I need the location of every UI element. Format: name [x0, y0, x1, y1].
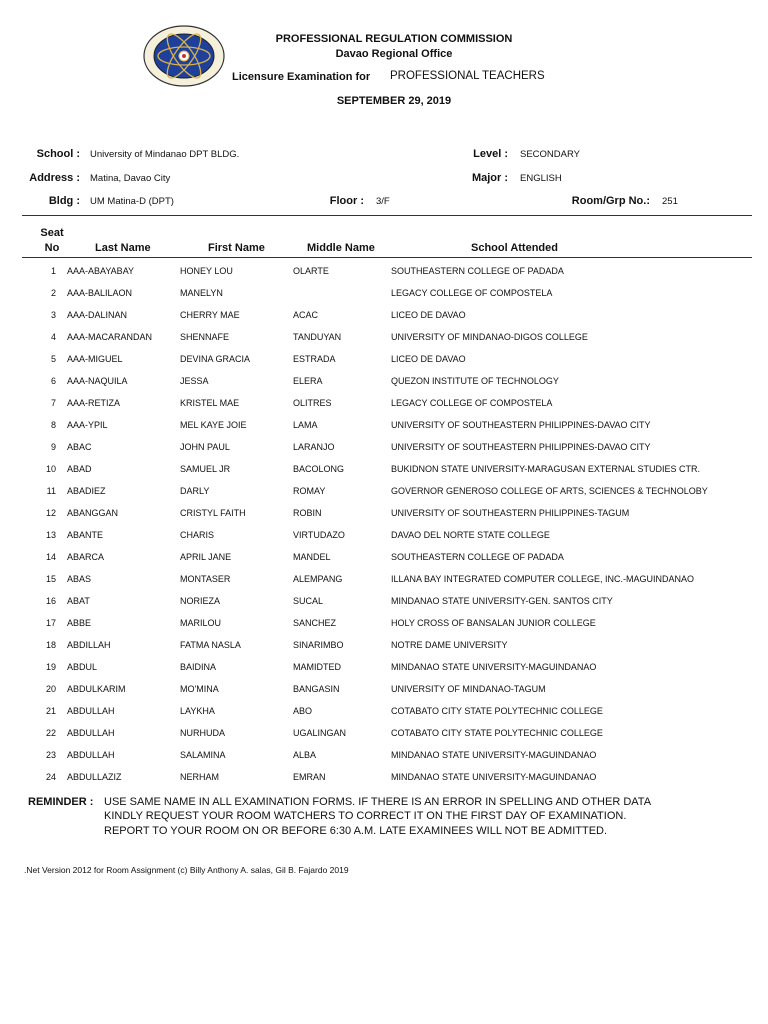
school-attended: UNIVERSITY OF SOUTHEASTERN PHILIPPINES-TAGUM [391, 508, 630, 518]
school-attended: COTABATO CITY STATE POLYTECHNIC COLLEGE [391, 728, 603, 738]
last-name: ABDULLAH [67, 750, 115, 760]
seat-no: 3 [50, 310, 56, 320]
first-name: MARILOU [180, 618, 222, 628]
last-name: ABDULLAZIZ [67, 772, 122, 782]
floor-label: Floor : [329, 195, 364, 207]
major-value: ENGLISH [520, 173, 562, 184]
divider-header [22, 257, 752, 258]
school-attended: NOTRE DAME UNIVERSITY [391, 640, 508, 650]
seat-no: 9 [50, 442, 56, 452]
middle-name: ABO [293, 706, 313, 716]
school-attended: SOUTHEASTERN COLLEGE OF PADADA [391, 266, 564, 276]
table-row [0, 376, 768, 398]
seat-no: 8 [50, 420, 56, 430]
seat-no: 24 [45, 772, 56, 782]
last-name: ABDILLAH [67, 640, 111, 650]
school-attended: LICEO DE DAVAO [391, 310, 466, 320]
first-name: SAMUEL JR [180, 464, 231, 474]
seat-no: 7 [50, 398, 56, 408]
table-row [0, 772, 768, 794]
seat-no: 23 [45, 750, 56, 760]
last-name: AAA-BALILAON [67, 288, 133, 298]
level-value: SECONDARY [520, 149, 581, 160]
middle-name: ROMAY [293, 486, 326, 496]
first-name: HONEY LOU [180, 266, 233, 276]
footer-credit: .Net Version 2012 for Room Assignment (c) Billy Anthony A. salas, Gil B. Fajardo 2019 [24, 865, 349, 875]
first-name: MONTASER [180, 574, 231, 584]
table-row [0, 486, 768, 508]
table-row [0, 640, 768, 662]
first-name: CRISTYL FAITH [180, 508, 246, 518]
school-attended: LEGACY COLLEGE OF COMPOSTELA [391, 398, 553, 408]
table-row [0, 310, 768, 332]
first-name: JESSA [180, 376, 209, 386]
seat-no: 15 [45, 574, 56, 584]
table-row [0, 464, 768, 486]
seat-no: 16 [45, 596, 56, 606]
seat-no: 6 [50, 376, 56, 386]
table-row [0, 552, 768, 574]
seat-no: 17 [45, 618, 56, 628]
table-row [0, 398, 768, 420]
first-name: KRISTEL MAE [180, 398, 240, 408]
last-name: AAA-ABAYABAY [67, 266, 135, 276]
last-name: AAA-RETIZA [67, 398, 121, 408]
room-label: Room/Grp No.: [571, 195, 650, 207]
table-row [0, 508, 768, 530]
seat-no: 1 [50, 266, 56, 276]
last-name: ABBE [67, 618, 92, 628]
school-attended: HOLY CROSS OF BANSALAN JUNIOR COLLEGE [391, 618, 596, 628]
last-name: ABAS [67, 574, 92, 584]
school-attended: MINDANAO STATE UNIVERSITY-GEN. SANTOS CITY [391, 596, 613, 606]
seat-no: 12 [45, 508, 56, 518]
reminder-line-3: REPORT TO YOUR ROOM ON OR BEFORE 6:30 A.M. LATE EXAMINEES WILL NOT BE ADMITTED. [104, 825, 608, 837]
middle-name: VIRTUDAZO [293, 530, 345, 540]
middle-name: EMRAN [293, 772, 326, 782]
middle-name: ALBA [293, 750, 317, 760]
last-name: ABDULLAH [67, 706, 115, 716]
office-title: Davao Regional Office [335, 48, 453, 60]
school-label: School : [36, 148, 80, 160]
middle-name: UGALINGAN [293, 728, 347, 738]
last-name: ABANGGAN [67, 508, 119, 518]
school-attended: SOUTHEASTERN COLLEGE OF PADADA [391, 552, 564, 562]
first-name: BAIDINA [180, 662, 217, 672]
table-row [0, 354, 768, 376]
middle-name: ALEMPANG [293, 574, 343, 584]
middle-name: MANDEL [293, 552, 331, 562]
school-attended: UNIVERSITY OF MINDANAO-TAGUM [391, 684, 546, 694]
school-attended: ILLANA BAY INTEGRATED COMPUTER COLLEGE, INC.-MAGUINDANAO [391, 574, 695, 584]
last-name: AAA-MIGUEL [67, 354, 123, 364]
last-name: ABANTE [67, 530, 104, 540]
table-row [0, 420, 768, 442]
first-name: DEVINA GRACIA [180, 354, 251, 364]
last-name: ABDUL [67, 662, 98, 672]
middle-name: ELERA [293, 376, 323, 386]
seat-no: 13 [45, 530, 56, 540]
seat-no: 20 [45, 684, 56, 694]
table-row [0, 596, 768, 618]
table-row [0, 706, 768, 728]
first-name: JOHN PAUL [180, 442, 230, 452]
first-name: APRIL JANE [180, 552, 232, 562]
school-value: University of Mindanao DPT BLDG. [90, 149, 240, 160]
middle-name: ROBIN [293, 508, 322, 518]
address-label: Address : [29, 172, 80, 184]
org-title: PROFESSIONAL REGULATION COMMISSION [275, 33, 513, 45]
major-label: Major : [471, 172, 508, 184]
col-header-seat: Seat [40, 227, 64, 239]
col-header-middle-name: Middle Name [307, 242, 375, 254]
school-attended: MINDANAO STATE UNIVERSITY-MAGUINDANAO [391, 750, 597, 760]
middle-name: MAMIDTED [293, 662, 341, 672]
seat-no: 19 [45, 662, 56, 672]
table-row [0, 288, 768, 310]
school-attended: LICEO DE DAVAO [391, 354, 466, 364]
middle-name: BACOLONG [293, 464, 345, 474]
table-row [0, 728, 768, 750]
table-row [0, 530, 768, 552]
reminder-line-2: KINDLY REQUEST YOUR ROOM WATCHERS TO CORRECT IT ON THE FIRST DAY OF EXAMINATION. [104, 810, 627, 822]
last-name: ABAC [67, 442, 92, 452]
school-attended: QUEZON INSTITUTE OF TECHNOLOGY [391, 376, 559, 386]
exam-value: PROFESSIONAL TEACHERS [390, 70, 545, 82]
first-name: MANELYN [180, 288, 223, 298]
last-name: AAA-DALINAN [67, 310, 128, 320]
middle-name: LARANJO [293, 442, 335, 452]
reminder-line-1: USE SAME NAME IN ALL EXAMINATION FORMS. IF THERE IS AN ERROR IN SPELLING AND OTHER DATA [104, 796, 652, 808]
first-name: NORIEZA [180, 596, 221, 606]
last-name: ABAT [67, 596, 90, 606]
middle-name: LAMA [293, 420, 318, 430]
last-name: AAA-NAQUILA [67, 376, 128, 386]
last-name: ABARCA [67, 552, 105, 562]
middle-name: OLARTE [293, 266, 329, 276]
divider-top [22, 215, 752, 216]
seat-no: 10 [45, 464, 56, 474]
first-name: CHARIS [180, 530, 215, 540]
school-attended: UNIVERSITY OF SOUTHEASTERN PHILIPPINES-DAVAO CITY [391, 420, 651, 430]
reminder-label: REMINDER : [28, 796, 94, 808]
last-name: ABAD [67, 464, 92, 474]
middle-name: SANCHEZ [293, 618, 337, 628]
school-attended: GOVERNOR GENEROSO COLLEGE OF ARTS, SCIENCES & TECHNOLOBY [391, 486, 708, 496]
col-header-last-name: Last Name [95, 242, 151, 254]
table-row [0, 266, 768, 288]
first-name: CHERRY MAE [180, 310, 240, 320]
school-attended: UNIVERSITY OF SOUTHEASTERN PHILIPPINES-DAVAO CITY [391, 442, 651, 452]
last-name: AAA-MACARANDAN [67, 332, 153, 342]
last-name: ABDULLAH [67, 728, 115, 738]
seat-no: 5 [50, 354, 56, 364]
school-attended: MINDANAO STATE UNIVERSITY-MAGUINDANAO [391, 662, 597, 672]
seat-no: 4 [50, 332, 56, 342]
middle-name: OLITRES [293, 398, 332, 408]
school-attended: MINDANAO STATE UNIVERSITY-MAGUINDANAO [391, 772, 597, 782]
floor-value: 3/F [376, 196, 390, 207]
middle-name: SINARIMBO [293, 640, 344, 650]
seat-no: 22 [45, 728, 56, 738]
col-header-school: School Attended [471, 242, 558, 254]
first-name: LAYKHA [180, 706, 215, 716]
school-attended: UNIVERSITY OF MINDANAO-DIGOS COLLEGE [391, 332, 588, 342]
middle-name: TANDUYAN [293, 332, 342, 342]
bldg-label: Bldg : [48, 195, 80, 207]
exam-date: SEPTEMBER 29, 2019 [336, 95, 452, 107]
table-row [0, 750, 768, 772]
table-row [0, 662, 768, 684]
school-attended: BUKIDNON STATE UNIVERSITY-MARAGUSAN EXTERNAL STUDIES CTR. [391, 464, 701, 474]
address-value: Matina, Davao City [90, 173, 171, 184]
school-attended: LEGACY COLLEGE OF COMPOSTELA [391, 288, 553, 298]
table-row [0, 442, 768, 464]
col-header-no: No [44, 242, 60, 254]
seat-no: 14 [45, 552, 56, 562]
first-name: NURHUDA [180, 728, 225, 738]
middle-name: ESTRADA [293, 354, 336, 364]
exam-label: Licensure Examination for [232, 71, 371, 83]
last-name: AAA-YPIL [67, 420, 108, 430]
first-name: MO'MINA [180, 684, 219, 694]
col-header-first-name: First Name [208, 242, 265, 254]
last-name: ABADIEZ [67, 486, 106, 496]
table-row [0, 574, 768, 596]
middle-name: BANGASIN [293, 684, 340, 694]
table-row [0, 684, 768, 706]
seat-no: 21 [45, 706, 56, 716]
room-value: 251 [662, 196, 678, 207]
seat-no: 18 [45, 640, 56, 650]
first-name: FATMA NASLA [180, 640, 241, 650]
table-row [0, 618, 768, 640]
seat-no: 11 [46, 486, 56, 496]
bldg-value: UM Matina-D (DPT) [90, 196, 174, 207]
first-name: SHENNAFE [180, 332, 230, 342]
school-attended: COTABATO CITY STATE POLYTECHNIC COLLEGE [391, 706, 603, 716]
first-name: SALAMINA [180, 750, 226, 760]
first-name: NERHAM [180, 772, 220, 782]
middle-name: ACAC [293, 310, 319, 320]
school-attended: DAVAO DEL NORTE STATE COLLEGE [391, 530, 550, 540]
table-row [0, 332, 768, 354]
first-name: DARLY [180, 486, 210, 496]
seat-no: 2 [50, 288, 56, 298]
last-name: ABDULKARIM [67, 684, 126, 694]
first-name: MEL KAYE JOIE [180, 420, 247, 430]
middle-name: SUCAL [293, 596, 324, 606]
level-label: Level : [473, 148, 508, 160]
